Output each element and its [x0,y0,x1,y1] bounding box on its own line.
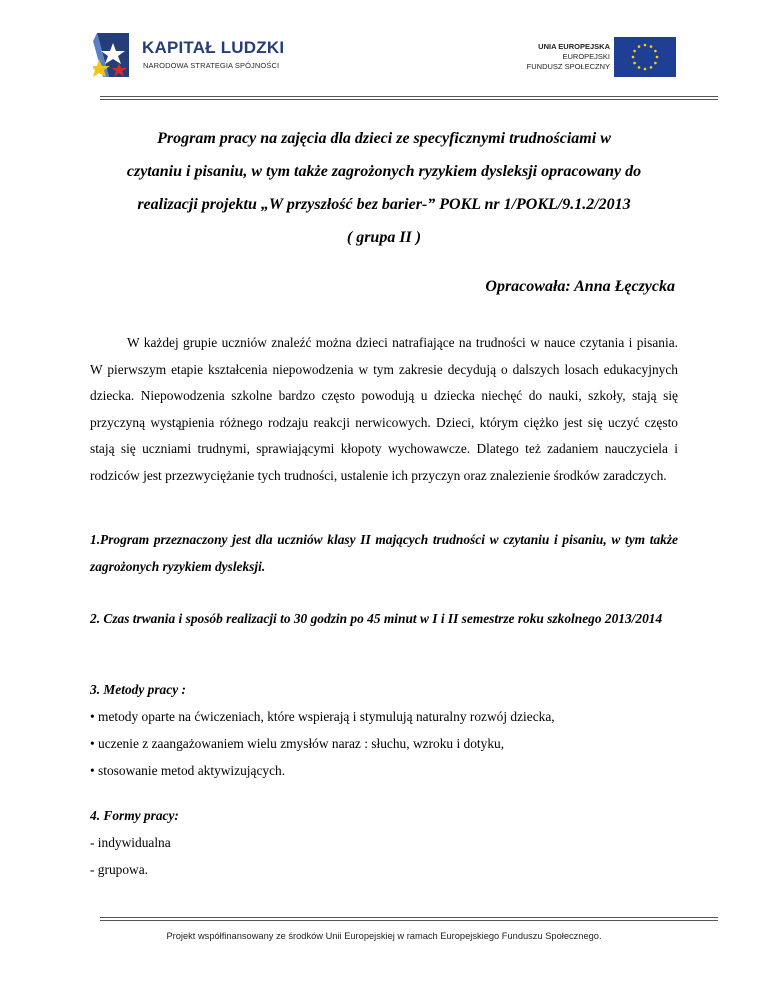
logo-title: KAPITAŁ LUDZKI [142,38,285,57]
title-line-2: czytaniu i pisaniu, w tym także zagrożonych ryzykiem dysleksji opracowany do [126,163,642,180]
section-3-heading: 3. Metody pracy : [90,682,186,697]
intro-paragraph [90,330,678,490]
title-line-4: ( grupa II ) [346,229,422,246]
title-line-3: realizacji projektu „W przyszłość bez barier-” POKL nr 1/POKL/9.1.2/2013 [137,196,631,213]
eu-text [460,42,610,72]
intro-text: W każdej grupie uczniów znaleźć można dzieci natrafiające na trudności w nauce czytania i pisania. W pierwszym etapie kształcenia niepowodzenia w tym zakresie decydują o dalszych losach edukacyjnych dziecka. Niepowodzenia szkolne bardzo często powodują u dziecka niechęć do nauki, szkoły, stają się przyczyną wystąpienia różnego rodzaju reakcji nerwicowych. Dzieci, którym ciężko jest się uczyć często stają się uczniami trudnymi, sprawiającymi kłopoty wychowawcze. Dlatego też zadaniem nauczyciela i rodziców jest przezwyciężanie tych trudności, ustalenie ich przyczyn oraz znalezienie środków zaradczych. [90,335,678,483]
list-item: • metody oparte na ćwiczeniach, które wspierają i stymulują naturalny rozwój dziecka, [90,709,555,724]
header [0,0,768,100]
section-1: 1.Program przeznaczony jest dla uczniów klasy II mających trudności w czytaniu i pisaniu, w tym także zagrożonych ryzykiem dysleksji. [90,532,678,574]
list-item: - grupowa. [90,862,149,877]
kapital-ludzki-logo-icon [93,31,131,79]
header-rule [100,96,718,97]
author: Opracowała: Anna Łęczycka [485,278,675,295]
eu-line-2: EUROPEJSKI [562,52,610,61]
footer-rule [100,917,718,918]
footer-text: Projekt współfinansowany ze środków Unii Europejskiej w ramach Europejskiego Funduszu Społecznego. [166,931,602,941]
logo-subtitle: NARODOWA STRATEGIA SPÓJNOŚCI [143,61,280,70]
section-2: 2. Czas trwania i sposób realizacji to 30 godzin po 45 minut w I i II semestrze roku szkolnego 2013/2014 [90,611,663,626]
document-title [90,122,678,254]
list-item: - indywidualna [90,835,171,850]
list-item: • uczenie z zaangażowaniem wielu zmysłów naraz : słuchu, wzroku i dotyku, [90,736,505,751]
eu-line-1: UNIA EUROPEJSKA [538,42,610,51]
section-4-heading: 4. Formy pracy: [90,808,179,823]
footer-rule-2 [100,920,718,921]
title-line-1: Program pracy na zajęcia dla dzieci ze specyficznymi trudnościami w [157,130,611,147]
header-rule-2 [100,99,718,100]
eu-flag-icon [614,37,676,77]
list-item: • stosowanie metod aktywizujących. [90,763,286,778]
eu-line-3: FUNDUSZ SPOŁECZNY [526,62,610,71]
